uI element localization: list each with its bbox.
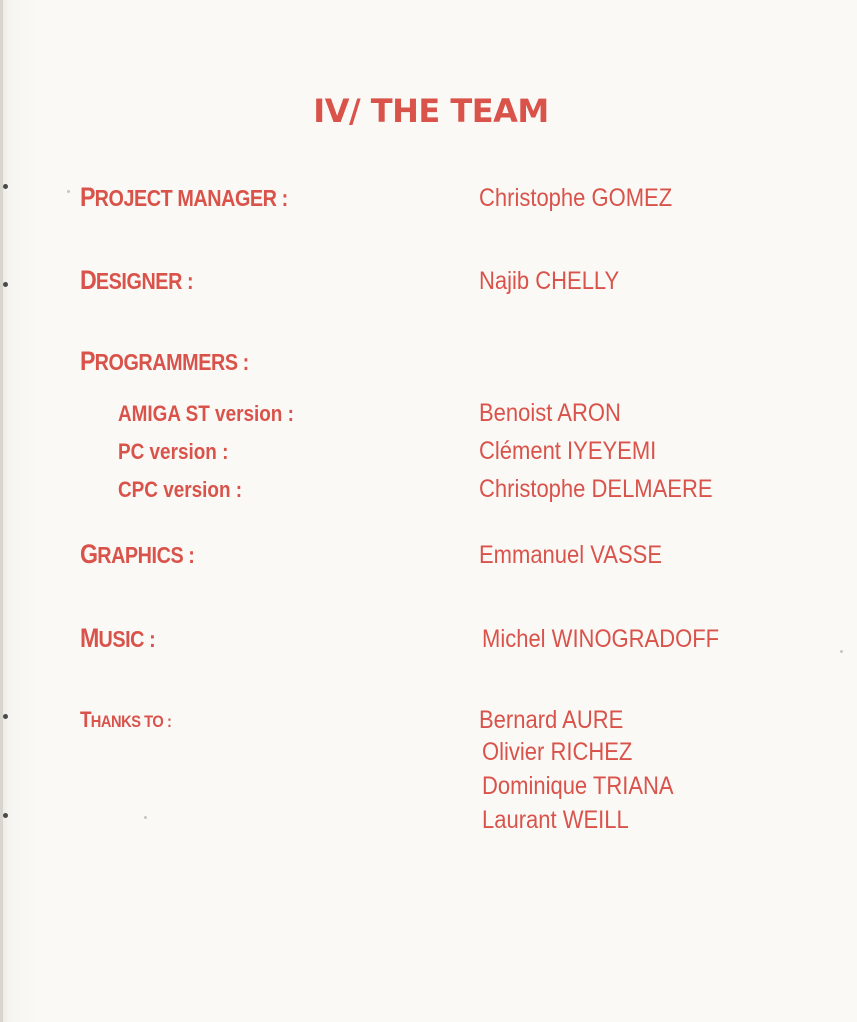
name-amiga-st: Benoist ARON [479,399,621,427]
paper-speck [840,650,843,653]
name-graphics: Emmanuel VASSE [479,541,663,569]
name-cpc: Christophe DELMAERE [479,475,713,503]
binding-staple-mark [3,813,8,818]
role-thanks-to [80,706,171,733]
version-label-amiga-st: AMIGA ST version : [118,401,294,426]
role-initial: M [80,623,99,653]
role-initial: P [80,182,95,212]
binding-staple-mark [3,282,8,287]
role-initial: G [80,539,98,569]
thanks-name: Olivier RICHEZ [482,738,633,766]
paper-speck [67,190,70,193]
role-label: USIC : [98,626,156,652]
paper-speck [144,816,147,819]
role-graphics [80,539,194,570]
name-pc: Clément IYEYEMI [479,437,657,465]
version-label-pc: PC version : [118,439,229,464]
name-music: Michel WINOGRADOFF [482,625,720,653]
role-label: RAPHICS : [97,542,195,568]
binding-staple-mark [3,184,8,189]
role-label: ROGRAMMERS : [94,349,249,375]
thanks-name: Bernard AURE [479,706,624,734]
role-programmers [80,346,249,377]
role-designer [80,265,193,296]
role-music [80,623,155,654]
role-initial: P [80,346,95,376]
role-label: ESIGNER : [95,268,194,294]
name-project-manager: Christophe GOMEZ [479,184,673,212]
name-designer: Najib CHELLY [479,267,620,295]
thanks-name: Laurant WEILL [482,806,629,834]
role-initial: D [80,265,96,295]
role-label: HANKS TO : [90,712,172,731]
binding-staple-mark [3,714,8,719]
role-initial: T [80,707,91,732]
version-label-cpc: CPC version : [118,477,243,502]
page-binding-edge [0,0,3,1022]
thanks-name: Dominique TRIANA [482,772,674,800]
page-title: IV/ THE TEAM [313,92,549,130]
role-label: ROJECT MANAGER : [94,185,288,211]
role-project-manager [80,182,288,213]
